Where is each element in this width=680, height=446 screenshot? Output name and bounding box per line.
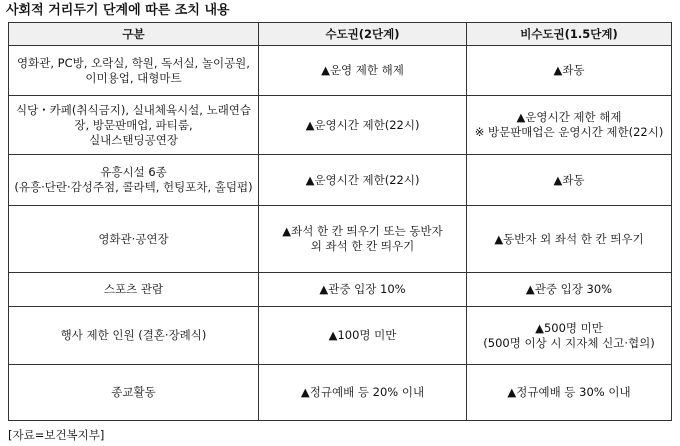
header-category: 구분: [9, 23, 259, 46]
capital-cell: [259, 307, 467, 365]
measures-table: [8, 22, 672, 421]
cell-line: 영화관, PC방, 오락실, 학원, 독서실, 놀이공원,: [17, 55, 250, 70]
cell-line: 이미용업, 대형마트: [85, 70, 182, 85]
cell-line: ▲정규예배 등 20% 이내: [300, 385, 425, 399]
cell-line: 영화관·공연장: [98, 231, 169, 246]
document-title: 사회적 거리두기 단계에 따른 조치 내용: [6, 3, 230, 18]
source-note: [자료=보건복지부]: [8, 428, 105, 442]
cell-line: ▲관중 입장 30%: [525, 282, 613, 296]
cell-line: ▲100명 미만: [328, 328, 397, 342]
cell-line: ▲좌동: [553, 172, 585, 187]
category-cell: [9, 206, 259, 273]
table-row: [9, 96, 672, 155]
capital-cell: [259, 96, 467, 155]
cell-line: ▲운영시간 제한(22시): [305, 117, 420, 132]
category-cell: [9, 273, 259, 307]
table-row: [9, 307, 672, 365]
category-cell: [9, 96, 259, 155]
cell-line: ▲좌동: [553, 63, 585, 77]
cell-line: ▲운영 제한 해제: [321, 63, 404, 77]
cell-line: ▲관중 입장 10%: [319, 282, 406, 296]
cell-line: 종교활동: [111, 385, 156, 399]
table-header-row: [9, 23, 672, 46]
table-row: [9, 365, 672, 421]
capital-cell: [259, 365, 467, 421]
table-row: [9, 273, 672, 307]
non-capital-cell: [467, 96, 672, 155]
cell-line: 외 좌석 한 칸 띄우기: [310, 239, 415, 253]
non-capital-cell: [467, 365, 672, 421]
cell-line: ▲500명 미만: [535, 320, 603, 335]
cell-line: ▲정규예배 등 30% 이내: [507, 385, 631, 399]
category-cell: [9, 46, 259, 96]
capital-cell: [259, 273, 467, 307]
cell-line: 유흥시설 6종: [100, 165, 167, 179]
category-cell: [9, 155, 259, 206]
cell-line: 행사 제한 인원 (결혼·장례식): [60, 328, 207, 342]
category-cell: [9, 307, 259, 365]
category-cell: [9, 365, 259, 421]
cell-line: 장, 방문판매업, 파티룸,: [74, 117, 193, 132]
header-non-capital-area: 비수도권(1.5단계): [467, 23, 672, 46]
non-capital-cell: [467, 46, 672, 96]
header-capital-area: 수도권(2단계): [259, 23, 467, 46]
cell-line: 실내스탠딩공연장: [89, 132, 178, 147]
table-row: [9, 46, 672, 96]
table-row: [9, 155, 672, 206]
cell-line: ▲운영시간 제한 해제: [516, 110, 622, 124]
capital-cell: [259, 46, 467, 96]
non-capital-cell: [467, 307, 672, 365]
capital-cell: [259, 206, 467, 273]
cell-line: 스포츠 관람: [103, 282, 164, 296]
non-capital-cell: [467, 155, 672, 206]
capital-cell: [259, 155, 467, 206]
cell-line: ▲좌석 한 칸 띄우기 또는 동반자: [282, 224, 443, 238]
cell-line: ▲운영시간 제한(22시): [305, 172, 420, 187]
cell-line: (500명 이상 시 지자체 신고·협의): [483, 335, 655, 350]
cell-line: ▲동반자 외 좌석 한 칸 띄우기: [494, 231, 644, 246]
non-capital-cell: [467, 206, 672, 273]
table-row: [9, 206, 672, 273]
cell-line: (유흥·단란·감성주점, 콜라텍, 헌팅포차, 홀덤펍): [14, 180, 253, 194]
cell-line: 식당・카페(취식금지), 실내체육시설, 노래연습: [15, 102, 252, 117]
non-capital-cell: [467, 273, 672, 307]
cell-line: ※ 방문판매업은 운영시간 제한(22시): [474, 125, 664, 139]
